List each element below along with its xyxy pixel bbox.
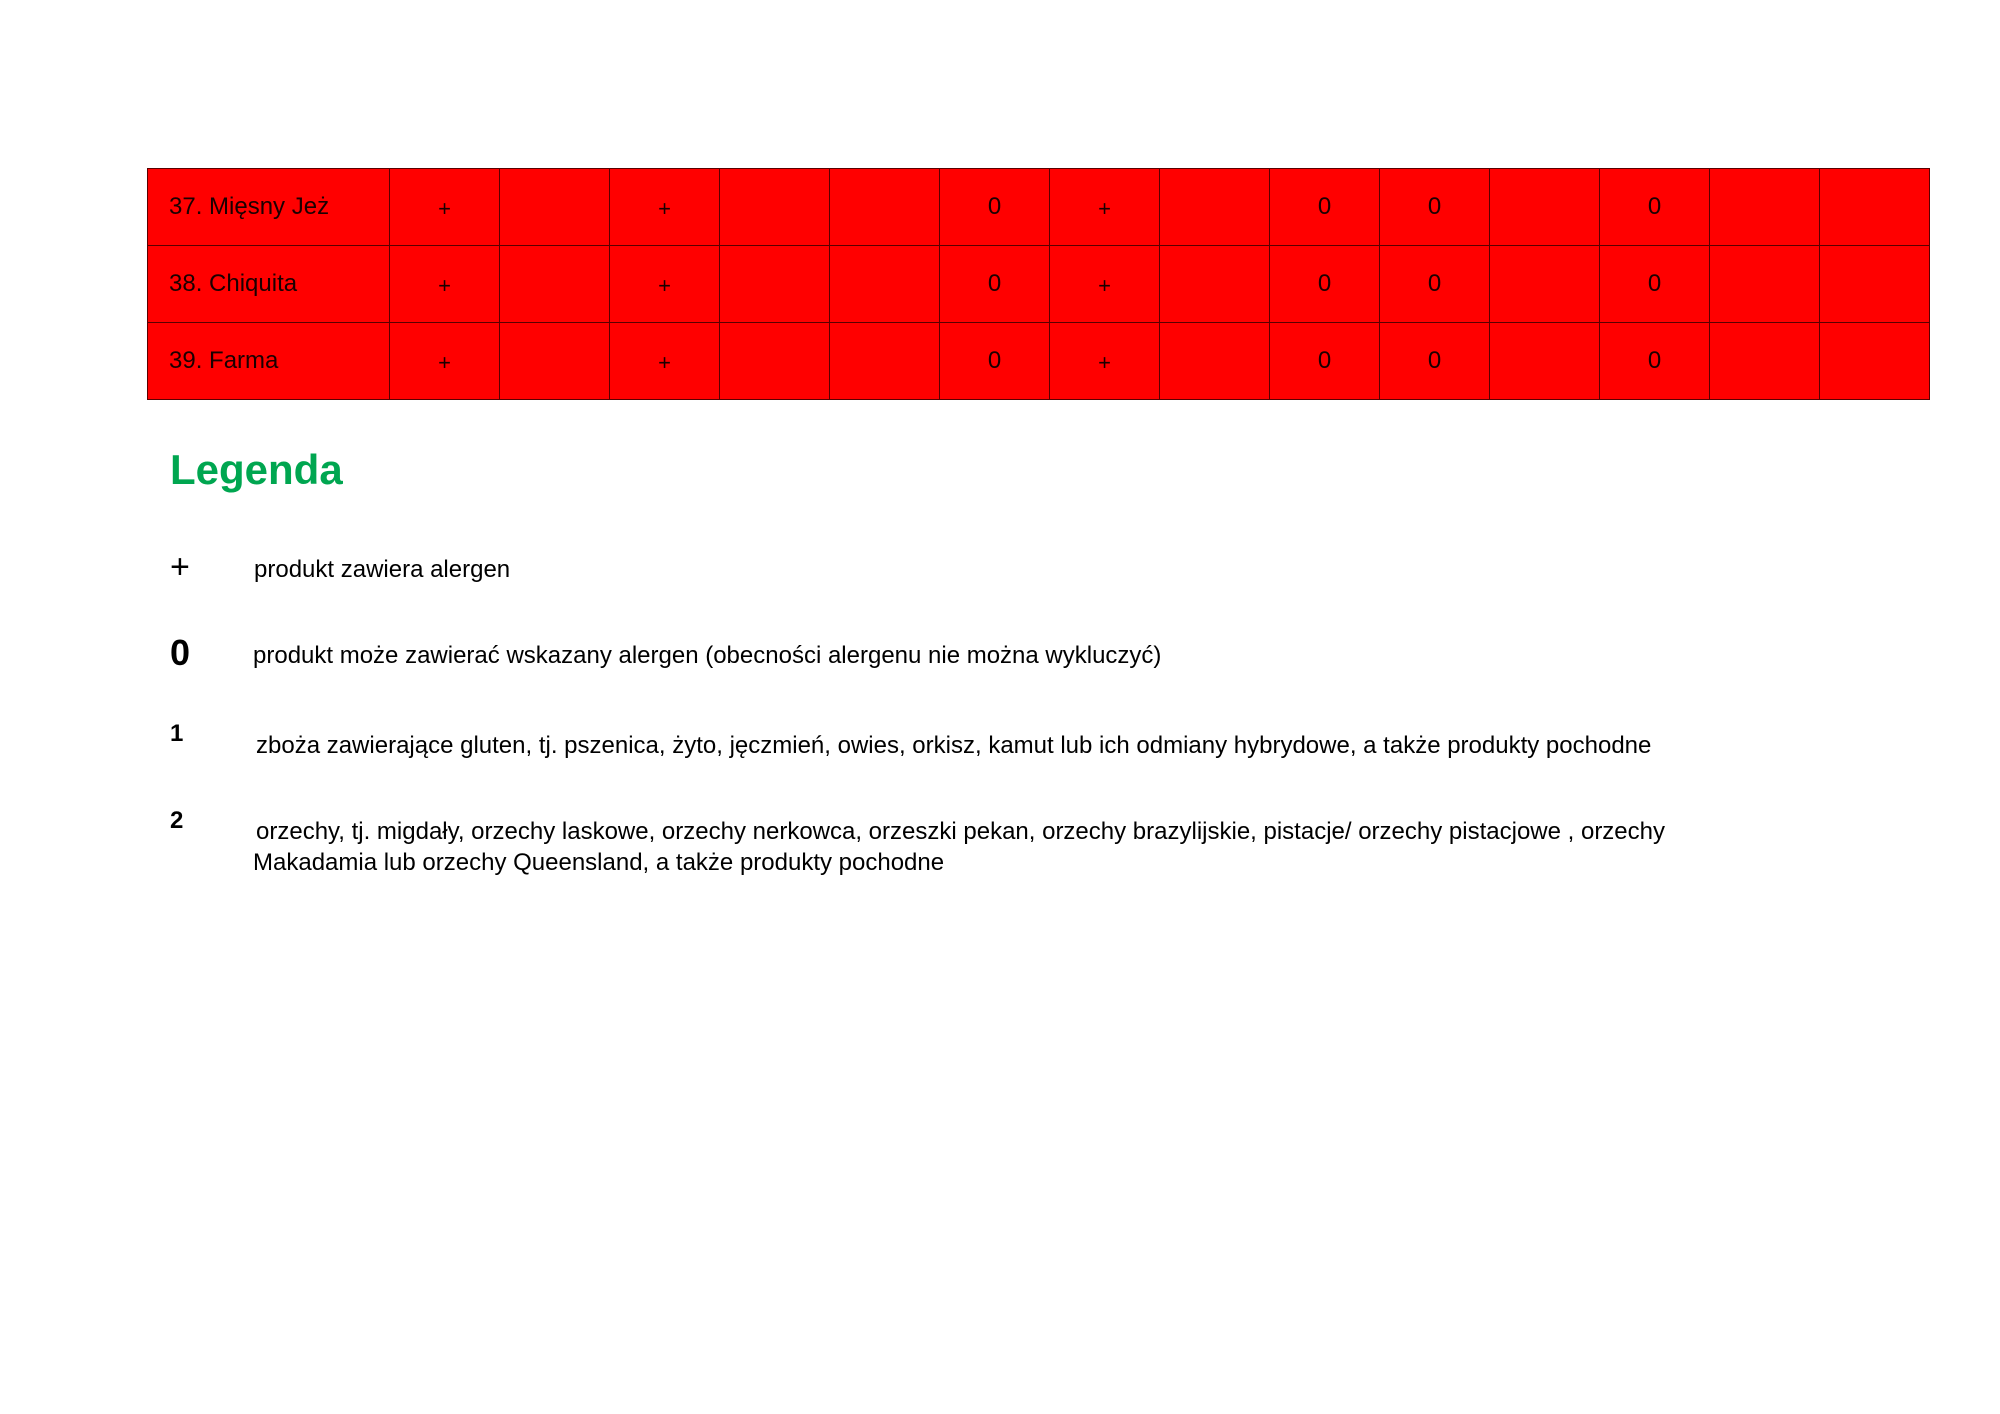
allergen-cell <box>1710 246 1820 323</box>
allergen-cell <box>1490 246 1600 323</box>
allergen-cell <box>1820 323 1930 400</box>
allergen-cell <box>1820 169 1930 246</box>
allergen-cell <box>1710 323 1820 400</box>
allergen-cell: 0 <box>1270 246 1380 323</box>
allergen-cell <box>1490 169 1600 246</box>
allergen-cell <box>1490 323 1600 400</box>
product-name-cell: 37. Mięsny Jeż <box>148 169 390 246</box>
allergen-cell: + <box>390 323 500 400</box>
product-name-cell: 39. Farma <box>148 323 390 400</box>
allergen-cell: 0 <box>1380 246 1490 323</box>
allergen-cell: 0 <box>940 323 1050 400</box>
allergen-cell <box>1160 323 1270 400</box>
allergen-cell: + <box>610 246 720 323</box>
table-body <box>148 169 1930 400</box>
allergen-cell: + <box>1050 246 1160 323</box>
table-row <box>148 169 1930 246</box>
allergen-table <box>147 168 1930 400</box>
legend-symbol-plus: + <box>170 548 190 586</box>
allergen-cell: 0 <box>1270 169 1380 246</box>
table-row <box>148 246 1930 323</box>
allergen-cell: 0 <box>1380 169 1490 246</box>
table-row <box>148 323 1930 400</box>
legend-text-gluten: zboża zawierające gluten, tj. pszenica, żyto, jęczmień, owies, orkisz, kamut lub ich odmiany hybrydowe, a także produkty pochodne <box>256 732 1652 759</box>
legend-text-zero: produkt może zawierać wskazany alergen (obecności alergenu nie można wykluczyć) <box>253 642 1162 669</box>
allergen-cell: + <box>610 169 720 246</box>
allergen-cell <box>500 169 610 246</box>
legend-text-nuts-line2: Makadamia lub orzechy Queensland, a także produkty pochodne <box>253 849 945 876</box>
allergen-cell <box>1160 169 1270 246</box>
allergen-cell <box>830 323 940 400</box>
legend-text-plus: produkt zawiera alergen <box>254 556 511 583</box>
allergen-cell: + <box>390 246 500 323</box>
allergen-cell: 0 <box>1600 246 1710 323</box>
allergen-cell <box>720 323 830 400</box>
allergen-cell: 0 <box>1380 323 1490 400</box>
allergen-cell <box>1710 169 1820 246</box>
allergen-cell <box>720 246 830 323</box>
allergen-cell <box>830 246 940 323</box>
allergen-cell: + <box>1050 169 1160 246</box>
legend-text-nuts-line1: orzechy, tj. migdały, orzechy laskowe, orzechy nerkowca, orzeszki pekan, orzechy brazylijskie, pistacje/ orzechy pistacjowe , orzechy <box>256 818 1666 845</box>
allergen-cell: 0 <box>1600 169 1710 246</box>
legend-title: Legenda <box>170 446 343 493</box>
legend-symbol-gluten: 1 <box>170 720 184 747</box>
allergen-cell <box>500 246 610 323</box>
allergen-cell: + <box>610 323 720 400</box>
allergen-cell: + <box>390 169 500 246</box>
allergen-cell <box>1820 246 1930 323</box>
allergen-cell <box>830 169 940 246</box>
allergen-cell <box>720 169 830 246</box>
allergen-cell: 0 <box>1270 323 1380 400</box>
allergen-cell: + <box>1050 323 1160 400</box>
legend-symbol-zero: 0 <box>170 632 191 673</box>
legend-symbol-nuts: 2 <box>170 807 184 834</box>
allergen-cell: 0 <box>940 246 1050 323</box>
allergen-cell: 0 <box>940 169 1050 246</box>
allergen-cell <box>500 323 610 400</box>
allergen-cell: 0 <box>1600 323 1710 400</box>
product-name-cell: 38. Chiquita <box>148 246 390 323</box>
allergen-cell <box>1160 246 1270 323</box>
